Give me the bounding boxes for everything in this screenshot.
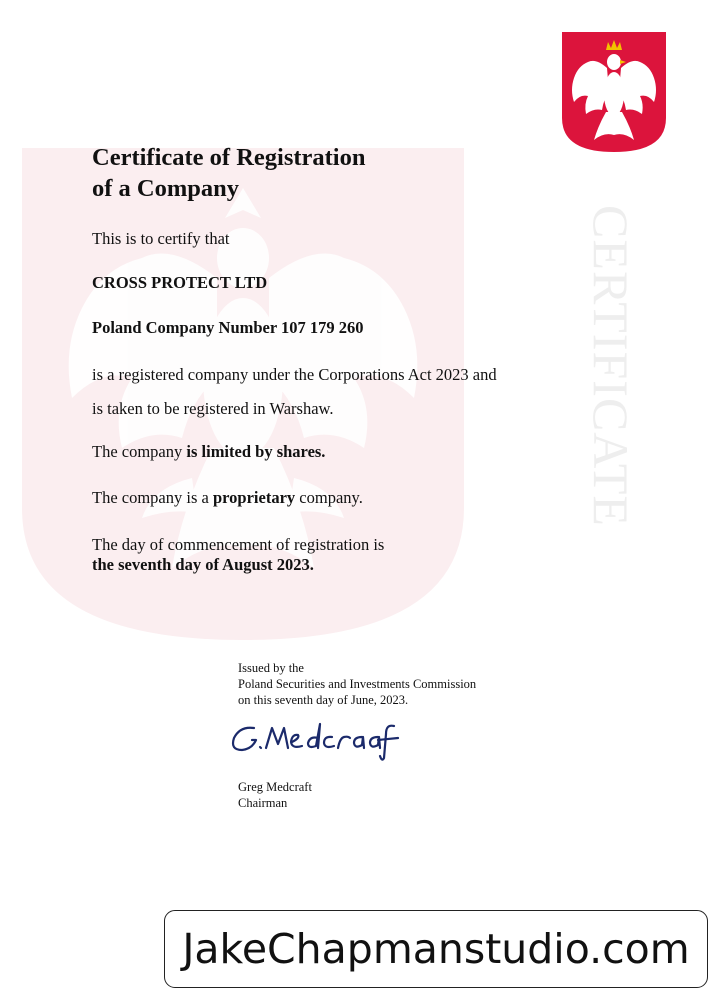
company-type-statement — [92, 488, 363, 508]
polish-eagle-emblem-icon — [562, 32, 666, 152]
issuer-block — [238, 660, 476, 708]
title-line-2: of a Company — [92, 175, 240, 202]
intro-text: This is to certify that — [92, 229, 230, 248]
company-name: CROSS PROTECT LTD — [92, 273, 268, 292]
limited-statement — [92, 442, 325, 462]
limited-prefix: The company — [92, 442, 187, 461]
certificate-title — [92, 142, 365, 204]
commencement-line-1: The day of commencement of registration is — [92, 535, 385, 554]
commencement-line-2: the seventh day of August 2023. — [92, 555, 314, 574]
issuer-line-1: Issued by the — [238, 661, 304, 675]
signer-role: Chairman — [238, 796, 288, 810]
company-number: Poland Company Number 107 179 260 — [92, 318, 364, 337]
studio-watermark-box — [164, 910, 708, 988]
vertical-certificate-watermark: CERTIFICATE — [583, 205, 639, 527]
title-line-1: Certificate of Registration — [92, 144, 366, 171]
issuer-line-3: on this seventh day of June, 2023. — [238, 693, 409, 707]
studio-label: JakeChapmanstudio.com — [182, 925, 690, 973]
handwritten-signature — [228, 716, 408, 762]
limited-bold: is limited by shares. — [186, 442, 326, 461]
type-bold: proprietary — [212, 488, 296, 507]
registered-line-1: is a registered company under the Corporations Act 2023 and — [92, 365, 497, 384]
issuer-line-2: Poland Securities and Investments Commission — [238, 677, 477, 691]
type-suffix: company. — [295, 488, 363, 507]
type-prefix: The company is a — [92, 488, 213, 507]
signer-block — [238, 779, 312, 811]
signer-name: Greg Medcraft — [238, 780, 312, 794]
registered-line-2: is taken to be registered in Warshaw. — [92, 399, 334, 418]
